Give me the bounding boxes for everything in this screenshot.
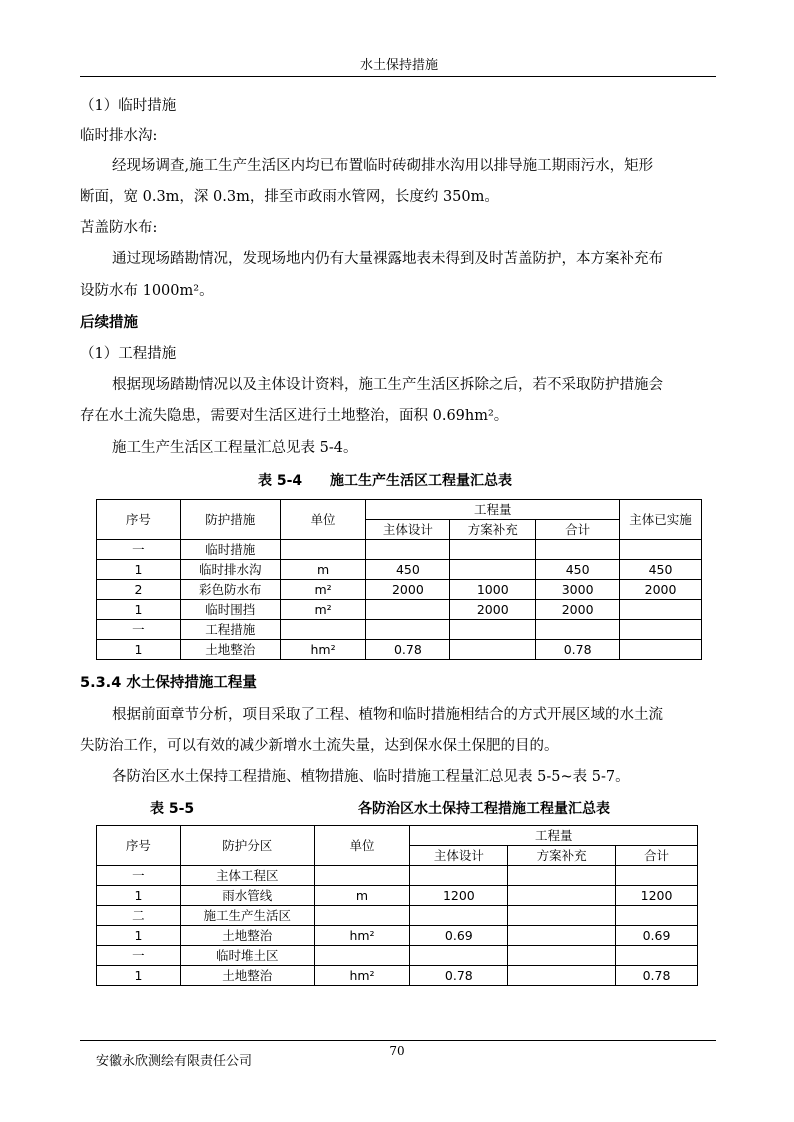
header-main: 主体设计 <box>410 846 508 866</box>
table-cell: 0.78 <box>616 966 698 986</box>
table-cell <box>366 620 450 640</box>
section-heading-5-3-4: 5.3.4 水土保持措施工程量 <box>80 675 257 691</box>
header-seq: 序号 <box>97 500 181 540</box>
table-cell: 2000 <box>620 580 702 600</box>
table-row <box>97 966 698 986</box>
table-cell <box>620 540 702 560</box>
item-drain-ditch: 临时排水沟: <box>80 128 158 144</box>
table-cell: 彩色防水布 <box>180 580 280 600</box>
page-number: 70 <box>389 1044 405 1058</box>
paragraph-line: 通过现场踏勘情况，发现场地内仍有大量裸露地表未得到及时苫盖防护，本方案补充布 <box>112 251 663 267</box>
paragraph-line: 存在水土流失隐患，需要对生活区进行土地整治，面积 0.69hm²。 <box>80 408 509 424</box>
table-cell: 2000 <box>450 600 536 620</box>
item-cover-cloth: 苫盖防水布: <box>80 220 158 236</box>
table-cell: 1 <box>97 560 181 580</box>
footer-divider <box>80 1040 716 1041</box>
table-row <box>97 640 702 660</box>
table-cell: 2000 <box>536 600 620 620</box>
table-cell <box>366 540 450 560</box>
table-cell: 主体工程区 <box>180 866 314 886</box>
header-plan: 方案补充 <box>508 846 616 866</box>
table-cell <box>314 866 410 886</box>
table-cell: 临时排水沟 <box>180 560 280 580</box>
table-cell: 1 <box>97 926 181 946</box>
table-cell <box>620 640 702 660</box>
table-cell <box>508 866 616 886</box>
table-caption-number: 表 5-5 <box>150 801 195 817</box>
header-divider <box>80 76 716 77</box>
table-cell <box>536 540 620 560</box>
table-cell <box>536 620 620 640</box>
table-cell <box>508 886 616 906</box>
table-cell: m <box>314 886 410 906</box>
paragraph-line: 失防治工作，可以有效的减少新增水土流失量，达到保水保土保肥的目的。 <box>80 738 559 754</box>
table-cell: 土地整治 <box>180 926 314 946</box>
running-header: 水土保持措施 <box>359 58 438 73</box>
table-cell: m² <box>280 600 366 620</box>
table-cell: 0.69 <box>410 926 508 946</box>
table-cell <box>410 946 508 966</box>
table-cell: 1200 <box>616 886 698 906</box>
paragraph-line: 断面，宽 0.3m，深 0.3m，排至市政雨水管网，长度约 350m。 <box>80 189 499 205</box>
table-cell: 工程措施 <box>180 620 280 640</box>
table-cell: 1 <box>97 640 181 660</box>
table-cell: 临时围挡 <box>180 600 280 620</box>
header-seq: 序号 <box>97 826 181 866</box>
paragraph-line: 根据现场踏勘情况以及主体设计资料，施工生产生活区拆除之后，若不采取防护措施会 <box>112 377 663 393</box>
subheading-temporary: （1）临时措施 <box>80 98 177 114</box>
table-cell: 1000 <box>450 580 536 600</box>
paragraph-line: 设防水布 1000m²。 <box>80 283 214 299</box>
table-cell: 1200 <box>410 886 508 906</box>
table-cell: 0.69 <box>616 926 698 946</box>
table-cell: 土地整治 <box>180 640 280 660</box>
table-cell: 临时堆土区 <box>180 946 314 966</box>
table-row <box>97 886 698 906</box>
table-5-4 <box>96 499 702 660</box>
header-quantity: 工程量 <box>366 500 620 520</box>
table-caption-title: 施工生产生活区工程量汇总表 <box>330 473 512 489</box>
table-cell <box>366 600 450 620</box>
table-row <box>97 866 698 886</box>
table-cell <box>450 640 536 660</box>
table-caption-title: 各防治区水土保持工程措施工程量汇总表 <box>358 801 610 817</box>
table-cell: 施工生产生活区 <box>180 906 314 926</box>
table-cell <box>314 906 410 926</box>
table-cell <box>616 946 698 966</box>
table-row <box>97 540 702 560</box>
table-row <box>97 560 702 580</box>
table-cell <box>620 600 702 620</box>
table-cell <box>620 620 702 640</box>
table-cell: 0.78 <box>366 640 450 660</box>
table-cell <box>508 946 616 966</box>
table-cell: hm² <box>314 966 410 986</box>
table-cell: 450 <box>366 560 450 580</box>
table-cell: 土地整治 <box>180 966 314 986</box>
table-5-5 <box>96 825 698 986</box>
table-cell: 临时措施 <box>180 540 280 560</box>
header-quantity: 工程量 <box>410 826 698 846</box>
header-main: 主体设计 <box>366 520 450 540</box>
table-cell: 2 <box>97 580 181 600</box>
paragraph-line: 根据前面章节分析，项目采取了工程、植物和临时措施相结合的方式开展区域的水土流 <box>112 707 663 723</box>
table-cell: hm² <box>314 926 410 946</box>
table-cell: 450 <box>620 560 702 580</box>
table-cell: 一 <box>97 946 181 966</box>
table-cell: m² <box>280 580 366 600</box>
table-cell: 450 <box>536 560 620 580</box>
header-total: 合计 <box>536 520 620 540</box>
table-row <box>97 926 698 946</box>
table-cell <box>508 966 616 986</box>
table-cell: 3000 <box>536 580 620 600</box>
table-cell: m <box>280 560 366 580</box>
table-cell <box>616 906 698 926</box>
table-cell <box>508 906 616 926</box>
header-total: 合计 <box>616 846 698 866</box>
table-cell <box>450 620 536 640</box>
table-cell <box>616 866 698 886</box>
table-row <box>97 946 698 966</box>
table-cell <box>450 540 536 560</box>
header-measure: 防护措施 <box>180 500 280 540</box>
header-unit: 单位 <box>314 826 410 866</box>
table-cell <box>280 540 366 560</box>
table-cell: 一 <box>97 866 181 886</box>
table-cell: 雨水管线 <box>180 886 314 906</box>
header-done: 主体已实施 <box>620 500 702 540</box>
table-cell: 1 <box>97 600 181 620</box>
table-cell: 1 <box>97 886 181 906</box>
table-row <box>97 580 702 600</box>
table-caption-number: 表 5-4 <box>258 473 303 489</box>
subheading-engineering: （1）工程措施 <box>80 346 177 362</box>
table-cell <box>280 620 366 640</box>
table-cell <box>410 906 508 926</box>
table-cell <box>508 926 616 946</box>
header-zone: 防护分区 <box>180 826 314 866</box>
table-cell: 1 <box>97 966 181 986</box>
paragraph-line: 经现场调查,施工生产生活区内均已布置临时砖砌排水沟用以排导施工期雨污水，矩形 <box>112 158 654 174</box>
table-row <box>97 620 702 640</box>
header-plan: 方案补充 <box>450 520 536 540</box>
section-heading-followup: 后续措施 <box>80 315 138 331</box>
table-cell: 一 <box>97 620 181 640</box>
table-cell: 0.78 <box>536 640 620 660</box>
table-cell: 一 <box>97 540 181 560</box>
paragraph-line: 施工生产生活区工程量汇总见表 5-4。 <box>112 440 358 456</box>
table-cell <box>450 560 536 580</box>
table-cell <box>314 946 410 966</box>
paragraph-line: 各防治区水土保持工程措施、植物措施、临时措施工程量汇总见表 5-5~表 5-7。 <box>112 769 630 785</box>
company-name: 安徽永欣测绘有限责任公司 <box>96 1054 253 1069</box>
header-unit: 单位 <box>280 500 366 540</box>
table-cell: 2000 <box>366 580 450 600</box>
table-cell <box>410 866 508 886</box>
table-row <box>97 906 698 926</box>
table-cell: hm² <box>280 640 366 660</box>
table-cell: 0.78 <box>410 966 508 986</box>
table-row <box>97 600 702 620</box>
table-cell: 二 <box>97 906 181 926</box>
